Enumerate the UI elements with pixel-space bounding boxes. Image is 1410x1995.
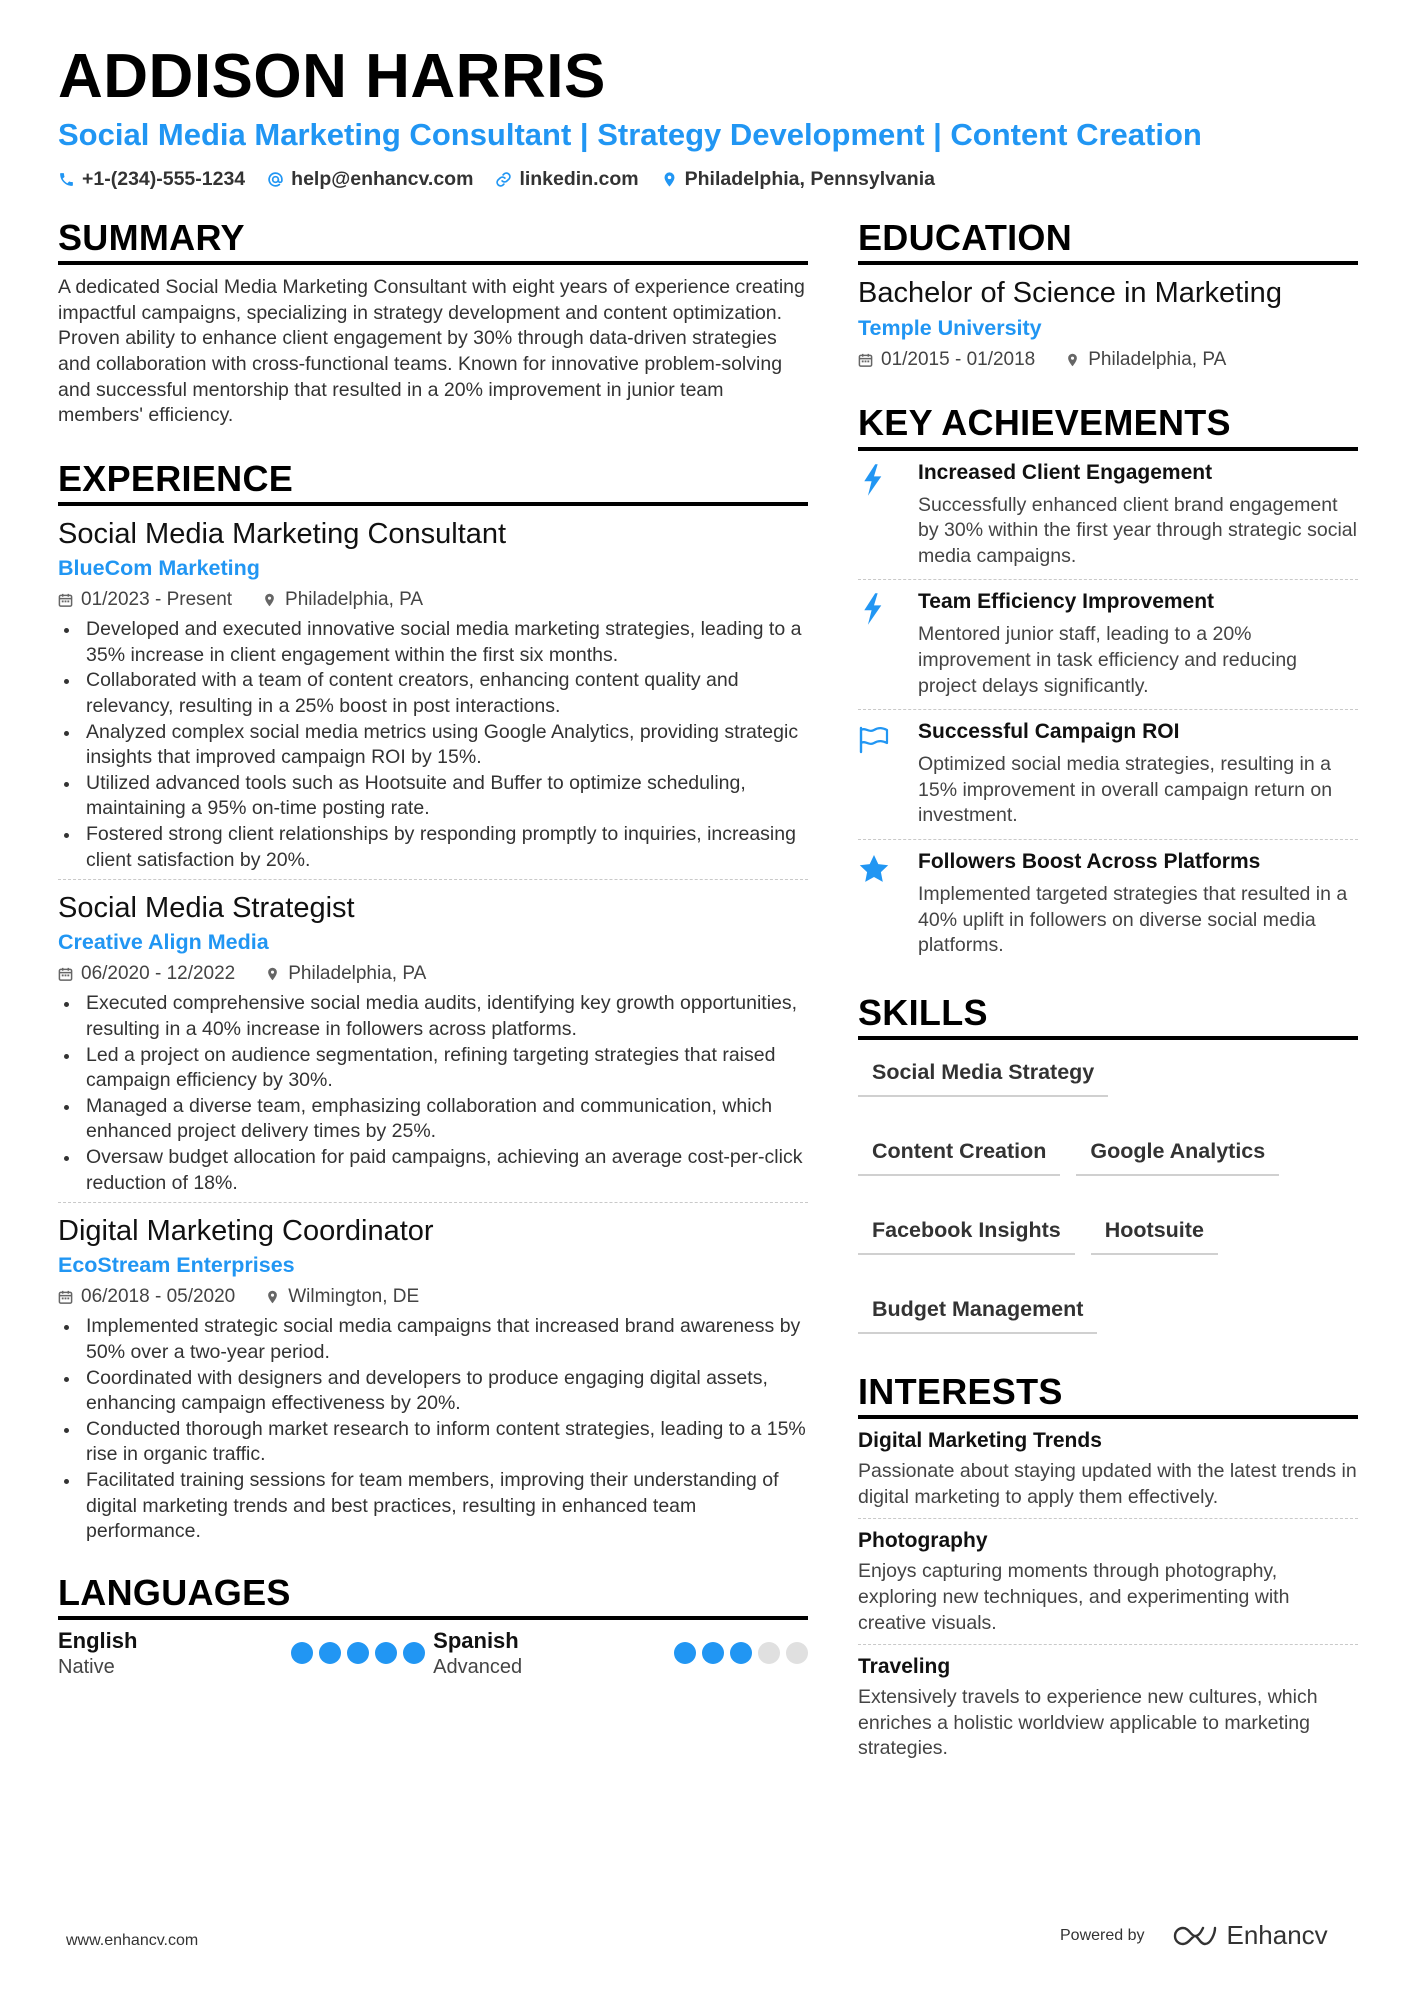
contact-linkedin[interactable] xyxy=(495,168,638,191)
skill-tag: Hootsuite xyxy=(1091,1212,1218,1255)
experience-section xyxy=(58,457,808,1551)
achievement-desc: Optimized social media strategies, resulting in a 15% improvement in overall campaign return on investment. xyxy=(918,753,1333,827)
left-column xyxy=(58,216,808,1679)
job-meta xyxy=(58,1286,808,1308)
interest-title: Digital Marketing Trends xyxy=(858,1429,1102,1453)
achievement-item xyxy=(858,710,1358,840)
map-pin-icon xyxy=(262,592,277,608)
job-location xyxy=(262,589,423,611)
calendar-icon xyxy=(858,352,873,368)
job-dates-text: 06/2018 - 05/2020 xyxy=(81,1286,236,1308)
at-icon xyxy=(267,171,284,188)
map-pin-icon xyxy=(265,1289,280,1305)
bullet-item: Led a project on audience segmentation, refining targeting strategies that raised campaign efficiency by 30%. xyxy=(58,1043,808,1094)
bullet-item: Fostered strong client relationships by responding promptly to inquiries, increasing client satisfaction by 20%. xyxy=(58,822,808,873)
education-location xyxy=(1065,349,1226,371)
bullet-item: Coordinated with designers and developers to produce engaging digital assets, enhancing campaign effectiveness by 20%. xyxy=(58,1366,808,1417)
education-dates-text: 01/2015 - 01/2018 xyxy=(881,349,1036,371)
job-title: Social Media Strategist xyxy=(58,892,355,925)
job-bullets xyxy=(58,991,808,1196)
job-entry xyxy=(58,1203,808,1551)
candidate-name: ADDISON HARRIS xyxy=(58,42,606,111)
interest-item xyxy=(858,1645,1358,1770)
job-bullets xyxy=(58,617,808,873)
enhancv-logo-icon xyxy=(1171,1922,1219,1950)
proficiency-dot-filled xyxy=(347,1642,369,1664)
skill-tag: Social Media Strategy xyxy=(858,1054,1108,1097)
job-dates xyxy=(58,963,235,985)
proficiency-dot-filled xyxy=(674,1642,696,1664)
phone-icon xyxy=(58,171,75,188)
contact-email[interactable] xyxy=(267,168,473,191)
achievement-item xyxy=(858,451,1358,581)
interest-title: Traveling xyxy=(858,1655,951,1679)
education-section xyxy=(858,216,1358,371)
company-name: Creative Align Media xyxy=(58,930,269,955)
summary-text: A dedicated Social Media Marketing Consultant with eight years of experience creating impactful campaigns, specializing in strategy development and content optimization. Proven ability to enhance client engagement by 30% through data-driven strategies and collaboration with cross-functional teams. Known for innovative problem-solving and successful mentorship that resulted in a 20% improvement in junior team members' efficiency. xyxy=(58,276,805,427)
language-item xyxy=(58,1628,433,1679)
link-icon xyxy=(495,171,512,188)
bullet-item: Facilitated training sessions for team members, improving their understanding of digital marketing trends and best practices, resulting in enhanced team performance. xyxy=(58,1468,808,1545)
education-dates xyxy=(858,349,1035,371)
interest-item xyxy=(858,1519,1358,1645)
job-entry xyxy=(58,880,808,1203)
job-location-text: Philadelphia, PA xyxy=(288,963,427,985)
languages-row xyxy=(58,1628,808,1679)
education-location-text: Philadelphia, PA xyxy=(1088,349,1227,371)
job-meta xyxy=(58,589,808,611)
proficiency-dot-filled xyxy=(702,1642,724,1664)
skill-tag: Content Creation xyxy=(858,1133,1060,1176)
linkedin-text: linkedin.com xyxy=(519,168,639,190)
achievement-desc: Implemented targeted strategies that resulted in a 40% uplift in followers on diverse social media platforms. xyxy=(918,882,1348,957)
achievement-desc: Mentored junior staff, leading to a 20% improvement in task efficiency and reducing project delays significantly. xyxy=(918,623,1298,697)
interests-heading: INTERESTS xyxy=(858,1370,1358,1419)
proficiency-dot-filled xyxy=(291,1642,313,1664)
bullet-item: Oversaw budget allocation for paid campaigns, achieving an average cost-per-click reduction of 18%. xyxy=(58,1145,808,1196)
skill-tag: Facebook Insights xyxy=(858,1212,1075,1255)
proficiency-dot-empty xyxy=(758,1642,780,1664)
interest-title: Photography xyxy=(858,1529,988,1553)
job-dates xyxy=(58,589,232,611)
achievement-title: Followers Boost Across Platforms xyxy=(918,849,1261,873)
company-name: EcoStream Enterprises xyxy=(58,1253,295,1278)
skills-section xyxy=(858,991,1358,1334)
skills-list xyxy=(858,1054,1358,1334)
right-column xyxy=(858,216,1358,1770)
summary-section xyxy=(58,216,808,429)
experience-heading: EXPERIENCE xyxy=(58,457,808,506)
bullet-item: Analyzed complex social media metrics using Google Analytics, providing strategic insights that improved campaign ROI by 15%. xyxy=(58,720,808,771)
interest-item xyxy=(858,1419,1358,1519)
contact-location xyxy=(661,168,935,191)
achievement-title: Successful Campaign ROI xyxy=(918,720,1180,744)
job-meta xyxy=(58,963,808,985)
footer-website[interactable]: www.enhancv.com xyxy=(66,1932,199,1949)
bullet-item: Conducted thorough market research to inform content strategies, leading to a 15% rise in organic traffic. xyxy=(58,1417,808,1468)
job-dates xyxy=(58,1286,235,1308)
summary-heading: SUMMARY xyxy=(58,216,808,265)
flag-icon xyxy=(858,722,890,756)
job-location-text: Wilmington, DE xyxy=(288,1286,420,1308)
proficiency-dots xyxy=(291,1642,425,1664)
proficiency-dot-filled xyxy=(375,1642,397,1664)
job-location-text: Philadelphia, PA xyxy=(285,589,424,611)
skills-heading: SKILLS xyxy=(858,991,1358,1040)
proficiency-dot-filled xyxy=(403,1642,425,1664)
phone-text: +1-(234)-555-1234 xyxy=(82,168,246,190)
powered-by-text: Powered by xyxy=(1060,1926,1145,1944)
proficiency-dot-filled xyxy=(319,1642,341,1664)
achievement-item xyxy=(858,840,1358,969)
languages-section xyxy=(58,1571,808,1679)
footer-branding xyxy=(1060,1920,1328,1951)
interest-desc: Passionate about staying updated with the latest trends in digital marketing to apply them effectively. xyxy=(858,1460,1357,1508)
proficiency-dot-filled xyxy=(730,1642,752,1664)
job-location xyxy=(265,963,426,985)
map-pin-icon xyxy=(265,966,280,982)
language-level: Native xyxy=(58,1655,115,1678)
lightning-icon xyxy=(858,463,890,497)
language-name: English xyxy=(58,1627,138,1653)
education-heading: EDUCATION xyxy=(858,216,1358,265)
map-pin-icon xyxy=(1065,352,1080,368)
map-pin-icon xyxy=(661,171,678,188)
achievement-item xyxy=(858,580,1358,710)
achievement-title: Increased Client Engagement xyxy=(918,460,1213,484)
calendar-icon xyxy=(58,966,73,982)
achievement-desc: Successfully enhanced client brand engagement by 30% within the first year through strategic social media campaigns. xyxy=(918,493,1357,567)
calendar-icon xyxy=(58,1289,73,1305)
school-name: Temple University xyxy=(858,316,1042,341)
interest-desc: Enjoys capturing moments through photography, exploring new techniques, and experimenting with creative visuals. xyxy=(858,1560,1290,1634)
job-dates-text: 01/2023 - Present xyxy=(81,589,233,611)
bullet-item: Collaborated with a team of content creators, enhancing content quality and relevancy, resulting in a 25% boost in post interactions. xyxy=(58,668,808,719)
job-dates-text: 06/2020 - 12/2022 xyxy=(81,963,236,985)
job-title: Social Media Marketing Consultant xyxy=(58,517,507,550)
bullet-item: Implemented strategic social media campaigns that increased brand awareness by 50% over a two-year period. xyxy=(58,1314,808,1365)
achievement-title: Team Efficiency Improvement xyxy=(918,590,1215,614)
headline: Social Media Marketing Consultant | Strategy Development | Content Creation xyxy=(58,117,1202,152)
star-icon xyxy=(858,852,890,886)
job-bullets xyxy=(58,1314,808,1544)
bullet-item: Utilized advanced tools such as Hootsuite and Buffer to optimize scheduling, maintaining a 95% on-time posting rate. xyxy=(58,771,808,822)
location-text: Philadelphia, Pennsylvania xyxy=(684,168,935,190)
languages-heading: LANGUAGES xyxy=(58,1571,808,1620)
bullet-item: Executed comprehensive social media audits, identifying key growth opportunities, resulting in a 40% increase in followers across platforms. xyxy=(58,991,808,1042)
enhancv-logo[interactable] xyxy=(1171,1920,1328,1951)
achievements-heading: KEY ACHIEVEMENTS xyxy=(858,401,1358,450)
contact-phone[interactable] xyxy=(58,168,245,191)
interest-desc: Extensively travels to experience new cultures, which enriches a holistic worldview applicable to marketing strategies. xyxy=(858,1686,1318,1760)
brand-text: Enhancv xyxy=(1226,1920,1328,1950)
language-item xyxy=(433,1628,808,1679)
skill-tag: Budget Management xyxy=(858,1291,1097,1334)
education-meta xyxy=(858,349,1358,371)
interests-section xyxy=(858,1370,1358,1770)
company-name: BlueCom Marketing xyxy=(58,556,260,581)
skill-tag: Google Analytics xyxy=(1076,1133,1279,1176)
achievements-section xyxy=(858,401,1358,968)
contact-bar xyxy=(58,168,935,191)
proficiency-dots xyxy=(674,1642,808,1664)
job-entry xyxy=(58,506,808,880)
bullet-item: Managed a diverse team, emphasizing collaboration and communication, which enhanced project delivery times by 25%. xyxy=(58,1094,808,1145)
job-title: Digital Marketing Coordinator xyxy=(58,1215,434,1248)
bullet-item: Developed and executed innovative social media marketing strategies, leading to a 35% increase in client engagement within the first six months. xyxy=(58,617,808,668)
lightning-icon xyxy=(858,592,890,626)
degree-title: Bachelor of Science in Marketing xyxy=(858,277,1282,310)
proficiency-dot-empty xyxy=(786,1642,808,1664)
email-text: help@enhancv.com xyxy=(291,168,474,190)
calendar-icon xyxy=(58,592,73,608)
language-name: Spanish xyxy=(433,1627,519,1653)
language-level: Advanced xyxy=(433,1655,523,1678)
job-location xyxy=(265,1286,419,1308)
